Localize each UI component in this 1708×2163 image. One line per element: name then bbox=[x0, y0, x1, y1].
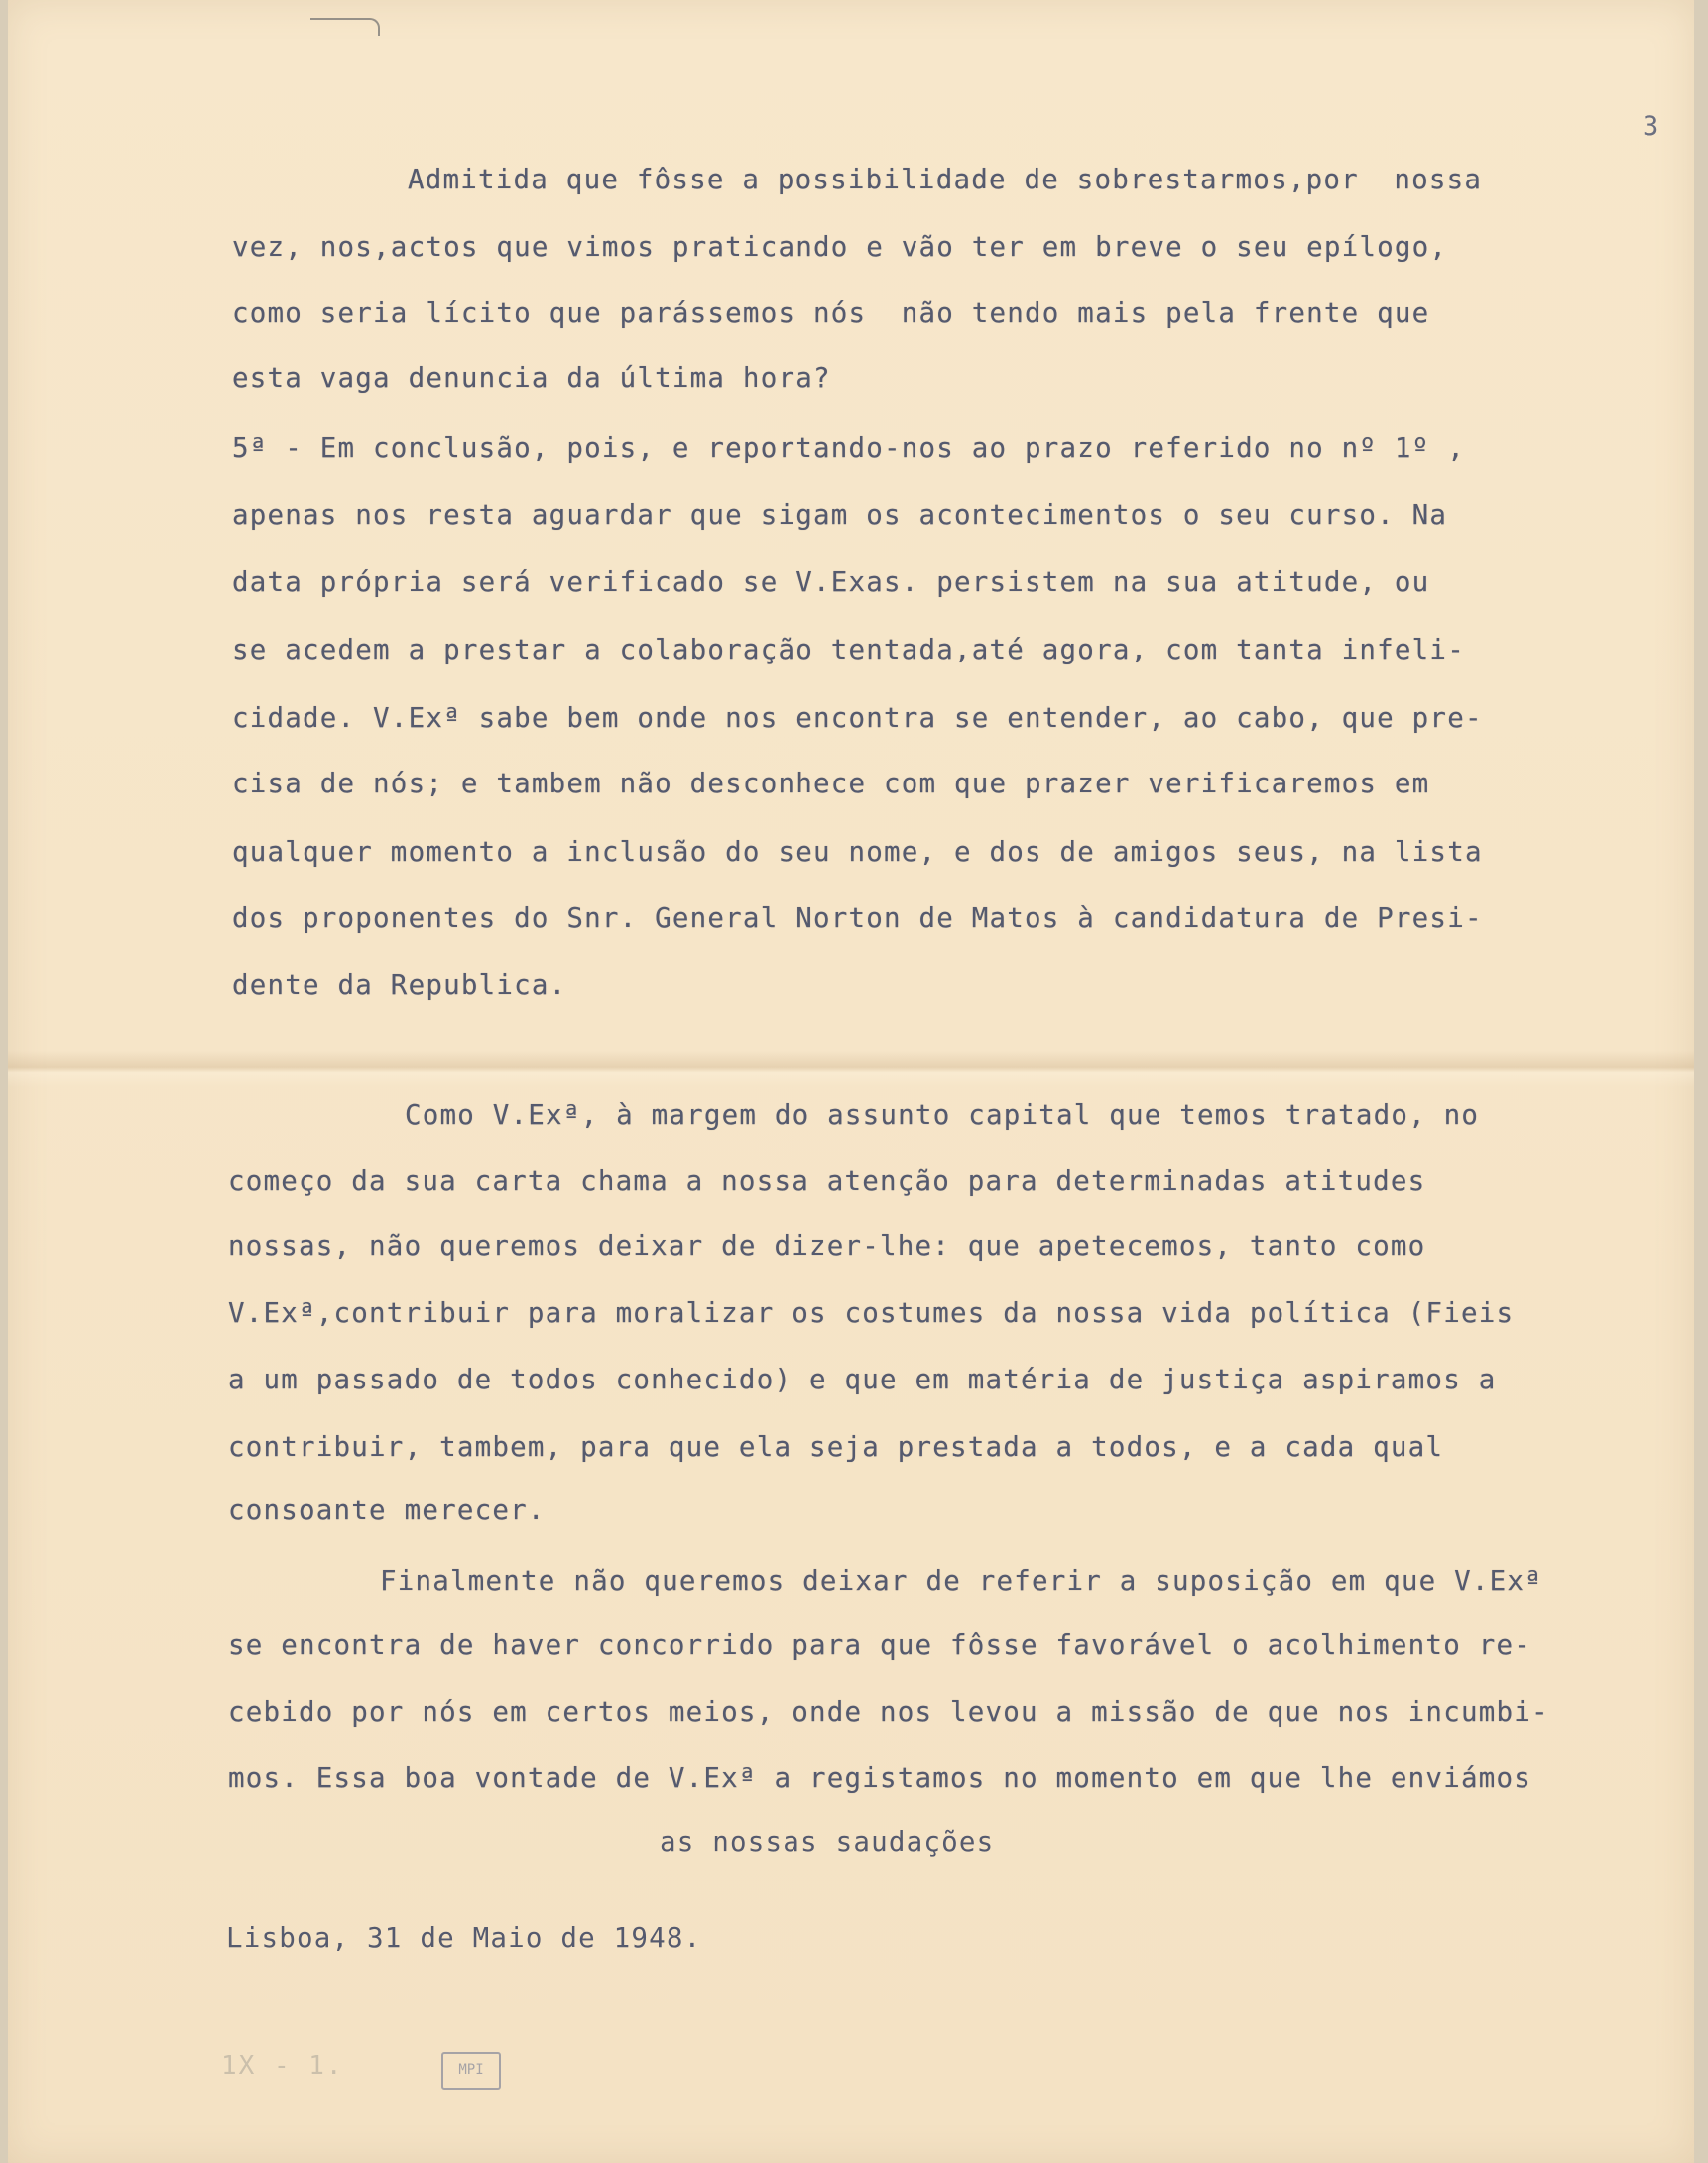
page-number: 3 bbox=[1643, 111, 1659, 142]
text-line: consoante merecer. bbox=[228, 1495, 546, 1526]
text-line: nossas, não queremos deixar de dizer-lhe: que apetecemos, tanto como bbox=[228, 1230, 1426, 1262]
text-line: apenas nos resta aguardar que sigam os acontecimentos o seu curso. Na bbox=[232, 499, 1448, 531]
text-line: vez, nos,actos que vimos praticando e vão ter em breve o seu epílogo, bbox=[232, 231, 1448, 263]
text-line: se encontra de haver concorrido para que fôsse favorável o acolhimento re- bbox=[228, 1629, 1531, 1661]
text-line: dente da Republica. bbox=[232, 969, 567, 1001]
text-line: contribuir, tambem, para que ela seja prestada a todos, e a cada qual bbox=[228, 1431, 1444, 1463]
text-line: Como V.Exª, à margem do assunto capital que temos tratado, no bbox=[405, 1099, 1480, 1131]
text-line: mos. Essa boa vontade de V.Exª a registamos no momento em que lhe enviámos bbox=[228, 1762, 1531, 1794]
text-line: se acedem a prestar a colaboração tentada,até agora, com tanta infeli- bbox=[232, 634, 1465, 665]
text-line: Finalmente não queremos deixar de referir a suposição em que V.Exª bbox=[380, 1565, 1542, 1597]
document-page bbox=[8, 0, 1694, 2163]
text-line: qualquer momento a inclusão do seu nome, e dos de amigos seus, na lista bbox=[232, 836, 1483, 868]
text-line: como seria lícito que parássemos nós não tendo mais pela frente que bbox=[232, 298, 1430, 329]
pencil-mark bbox=[310, 18, 380, 36]
text-line: cisa de nós; e tambem não desconhece com que prazer verificaremos em bbox=[232, 768, 1430, 799]
date-line: Lisboa, 31 de Maio de 1948. bbox=[226, 1922, 702, 1954]
closing-salutation: as nossas saudações bbox=[660, 1826, 995, 1858]
text-line: Admitida que fôsse a possibilidade de sobrestarmos,por nossa bbox=[408, 164, 1483, 195]
text-line: dos proponentes do Snr. General Norton de Matos à candidatura de Presi- bbox=[232, 902, 1483, 934]
text-line: cidade. V.Exª sabe bem onde nos encontra se entender, ao cabo, que pre- bbox=[232, 702, 1483, 734]
paper-fold bbox=[8, 1051, 1694, 1087]
text-line: cebido por nós em certos meios, onde nos levou a missão de que nos incumbi- bbox=[228, 1696, 1549, 1728]
text-line: V.Exª,contribuir para moralizar os costumes da nossa vida política (Fieis bbox=[228, 1297, 1515, 1329]
text-line: esta vaga denuncia da última hora? bbox=[232, 362, 831, 394]
text-line: começo da sua carta chama a nossa atenção para determinadas atitudes bbox=[228, 1165, 1426, 1197]
text-line: 5ª - Em conclusão, pois, e reportando-nos ao prazo referido no nº 1º , bbox=[232, 432, 1465, 464]
text-line: a um passado de todos conhecido) e que em matéria de justiça aspiramos a bbox=[228, 1364, 1497, 1395]
faded-archive-note: 1X - 1. bbox=[221, 2051, 344, 2081]
archive-stamp: MPI bbox=[441, 2052, 501, 2090]
text-line: data própria será verificado se V.Exas. persistem na sua atitude, ou bbox=[232, 566, 1430, 598]
